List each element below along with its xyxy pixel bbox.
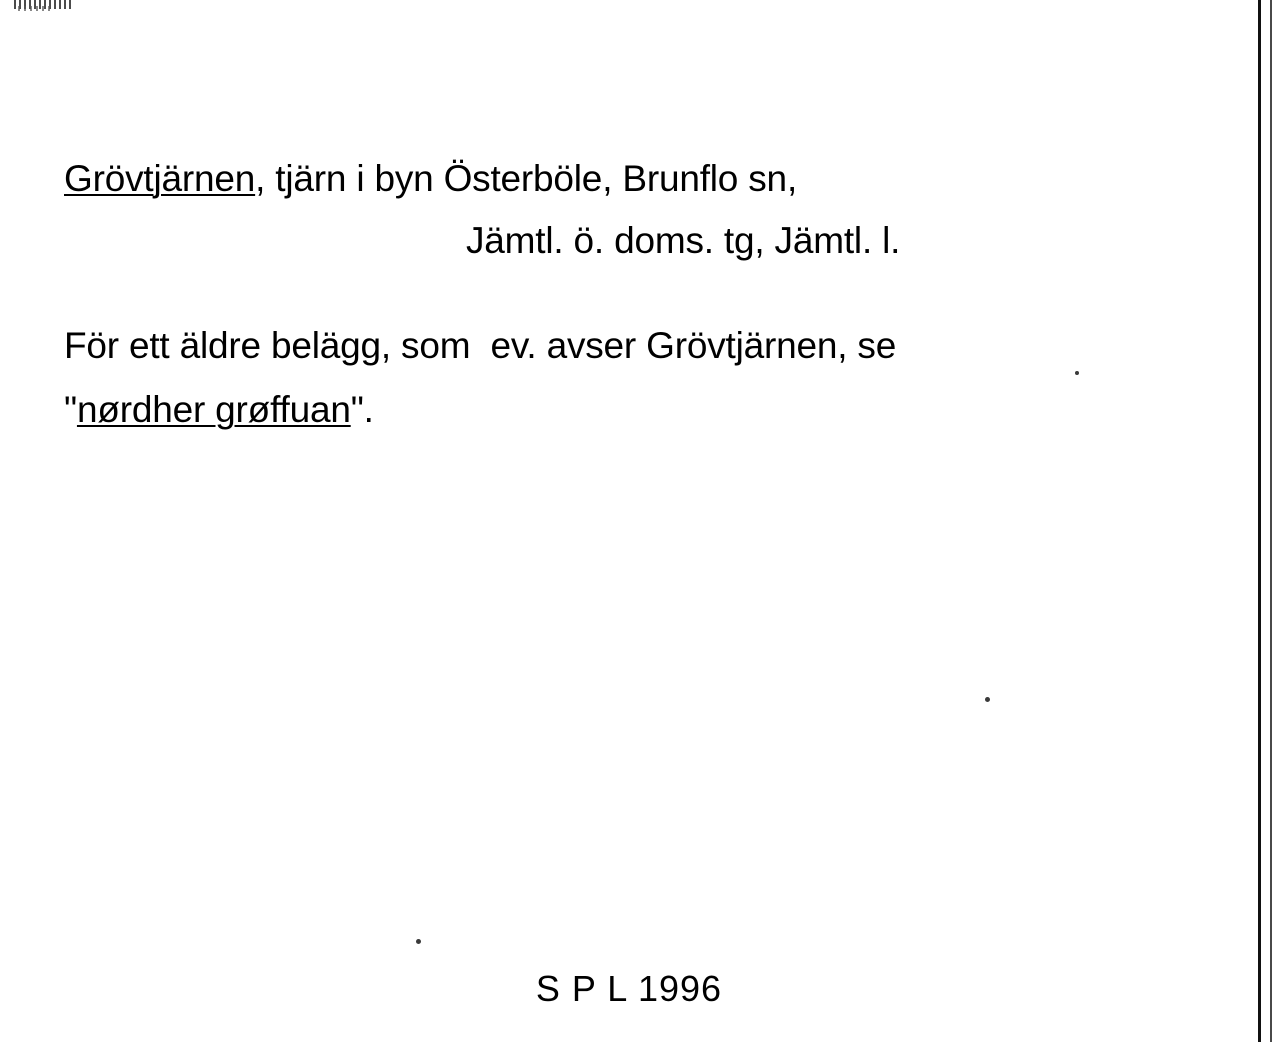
scan-artifact-top-secondary [18,6,52,11]
signature-line: S P L 1996 [535,968,723,1009]
note-line-2 [64,378,1164,442]
page-edge-line [1258,0,1261,1042]
entry-jurisdiction-text: Jämtl. ö. doms. tg, Jämtl. l. [466,220,901,261]
entry-definition-text: , tjärn i byn Österböle, Brunflo sn, [255,158,798,199]
note-text: För ett äldre belägg, som ev. avser Grövtjärnen, se [64,325,897,366]
entry-body [64,148,1164,442]
quote-close-mark: ". [350,389,374,430]
scan-speck [985,697,990,702]
scan-speck [416,939,421,944]
page-edge-line-secondary [1270,0,1272,1042]
entry-headword: Grövtjärnen [64,158,256,199]
entry-line-2 [64,210,1164,272]
quote-open-mark: " [64,389,77,430]
entry-note-paragraph [64,314,1164,442]
entry-definition-paragraph [64,148,1164,272]
entry-line-1 [64,148,1164,210]
note-line-1 [64,314,1164,378]
cited-form: nørdher grøffuan [76,389,351,430]
